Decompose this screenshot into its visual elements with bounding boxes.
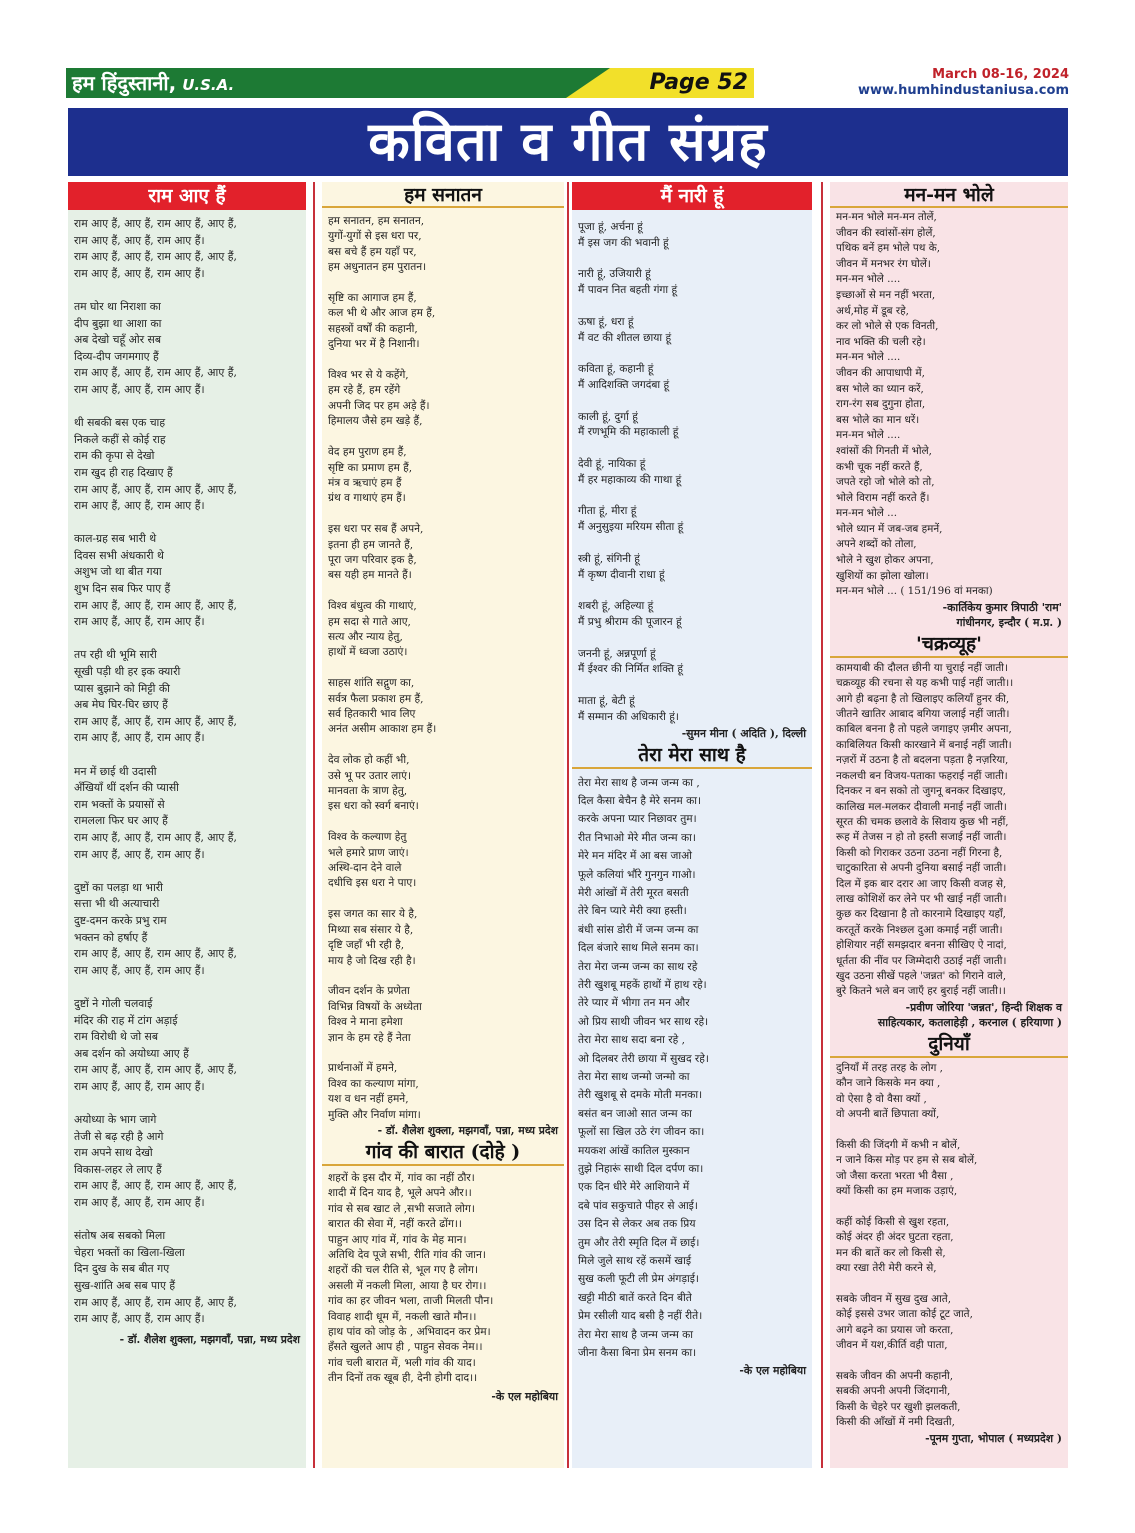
section-banner: कविता व गीत संग्रह [68,108,1068,176]
column-divider [821,182,823,1468]
poem-text: राम आए हैं, आए हैं, राम आए हैं, आए हैं, राम आए हैं, आए हैं, राम आए हैं। राम आए हैं, आए हैं, राम आए हैं, आए हैं, राम आए हैं, आए हैं, राम आए हैं। तम घोर था निराशा का दीप बुझा था आशा का अब देखो चहूँ ओर सब दिव्य-दीप जगमगाए हैं राम आए हैं, आए हैं, राम आए हैं, आए हैं, राम आए हैं, आए हैं, राम आए हैं। थी सबकी बस एक चाह निकले कहीं से कोई राह राम की कृपा से देखो राम खुद ही राह दिखाए हैं राम आए हैं, आए हैं, राम आए हैं, आए हैं, राम आए हैं, आए हैं, राम आए हैं। काल-ग्रह सब भारी थे दिवस सभी अंधकारी थे अशुभ जो था बीत गया शुभ दिन सब फिर पाए हैं राम आए हैं, आए हैं, राम आए हैं, आए हैं, राम आए हैं, आए हैं, राम आए हैं। तप रही थी भूमि सारी सूखी पड़ी थी हर इक क्यारी प्यास बुझाने को मिट्टी की अब मेघ घिर-घिर छाए हैं राम आए हैं, आए हैं, राम आए हैं, आए हैं, राम आए हैं, आए हैं, राम आए हैं। मन में छाई थी उदासी अँखियाँ थीं दर्शन की प्यासी राम भक्तों के प्रयासों से रामलला फिर घर आए हैं राम आए हैं, आए हैं, राम आए हैं, आए हैं, राम आए हैं, आए हैं, राम आए हैं। दुष्टों का पलड़ा था भारी सत्ता भी थी अत्याचारी दुष्ट-दमन करके प्रभु राम भक्तन को हर्षाए हैं राम आए हैं, आए हैं, राम आए हैं, आए हैं, राम आए हैं, आए हैं, राम आए हैं। दुष्टों ने गोली चलवाई मंदिर की राह में टांग अड़ाई राम विरोधी थे जो सब अब दर्शन को अयोध्या आए हैं राम आए हैं, आए हैं, राम आए हैं, आए हैं, राम आए हैं, आए हैं, राम आए हैं। अयोध्या के भाग जागे तेजी से बढ़ रही है आगे राम अपने साथ देखो विकास-लहर ले लाए हैं राम आए हैं, आए हैं, राम आए हैं, आए हैं, राम आए हैं, आए हैं, राम आए हैं। संतोष अब सबको मिला चेहरा भक्तों का खिला-खिला दिन दुख के सब बीत गए सुख-शांति अब सब पाए हैं राम आए हैं, आए हैं, राम आए हैं, आए हैं, राम आए हैं, आए हैं, राम आए हैं। [74,217,237,1326]
poem-title: गांव की बारात (दोहे ) [322,1140,564,1166]
poem-credit: -कार्तिकेय कुमार त्रिपाठी 'राम' गांधीनगर, इन्दौर ( म.प्र. ) [942,600,1062,629]
poem-column-ram-aaye-hain [68,182,306,1468]
masthead [66,68,1069,98]
brand-suffix: U.S.A. [182,76,235,94]
poem-text: कामयाबी की दौलत छीनी या चुराई नहीं जाती। चक्रव्यूह की रचना से यह कभी पाई नहीं जाती।। आगे ही बढ़ना है तो खिलाइए कलियाँ हुनर की, जीतने खातिर आबाद बगिया जलाई नहीं जाती। काबिल बनना है तो पहले जगाइए ज़मीर अपना, काबिलियत किसी कारखाने में बनाई नहीं जाती। नज़रों में उठना है तो बदलना पड़ता है नज़रिया, नकलची बन विजय-पताका फहराई नहीं जाती। दिनकर न बन सको तो जुगनू बनकर दिखाइए, कालिख मल-मलकर दीवाली मनाई नहीं जाती। सूरत की चमक छलावे के सिवाय कुछ भी नहीं, रूह में तेजस न हो तो हस्ती सजाई नहीं जाती। किसी को गिराकर उठना उठना नहीं गिरना है, चाटुकारिता से अपनी दुनिया बसाई नहीं जाती। दिल में इक बार दरार आ जाए किसी वजह से, लाख कोशिशें कर लेने पर भी खाई नहीं जाती। कुछ कर दिखाना है तो कारनामे दिखाइए यहाँ, करतूतें करके निश्छल दुआ कमाई नहीं जाती। होशियार नहीं समझदार बनना सीखिए ऐ नादां, धूर्तता की नींव पर जिम्मेदारी उठाई नहीं जाती। खुद उठना सीखें पहले 'जन्नत' को गिराने वाले, बुरे कितने भले बन जाएँ हर बुराई नहीं जाती।। [836,661,1014,998]
poem-credit: - डॉ. शैलेश शुक्ला, मझगवाँ, पन्ना, मध्य प्रदेश [119,1332,300,1346]
poem-title: मन-मन भोले [830,182,1068,208]
poem-text: मन-मन भोले मन-मन तोलें, जीवन की स्वांसों-संग होलें, पथिक बनें हम भोले पथ के, जीवन में मनभर रंग घोलें। मन-मन भोले .... इच्छाओं से मन नहीं भरता, अर्थ,मोह में डूब रहे, कर लो भोले से एक विनती, नाव भक्ति की चली रहे। मन-मन भोले .... जीवन की आपाधापी में, बस भोले का ध्यान करें, राग-रंग सब दुगुना होता, बस भोले का मान धरें। मन-मन भोले .... श्वांसों की गिनती में भोले, कभी चूक नहीं करते हैं, जपते रहो जो भोले को तो, भोले विराम नहीं करते हैं। मन-मन भोले ... भोले ध्यान में जब-जब हमनें, अपने शब्दों को तोला, भोले ने खुश होकर अपना, खुशियों का झोला खोला। मन-मन भोले ... ( 151/196 वां मनका) [836,211,993,598]
issue-date: March 08-16, 2024 [932,67,1069,82]
poem-credit: -के एल महोबिया [739,1363,806,1377]
poem-credit: -सुमन मीना ( अदिति ), दिल्ली [681,726,806,740]
brand-name [66,68,566,98]
masthead-divider [566,68,610,98]
poem-title: दुनियाँ [830,1032,1068,1058]
poem-title: हम सनातन [322,182,564,208]
poem-credit: - डॉ. शैलेश शुक्ला, मझगवाँ, पन्ना, मध्य प्रदेश [377,1123,558,1137]
poem-title: मैं नारी हूं [572,182,812,210]
poem-credit: -पूनम गुप्ता, भोपाल ( मध्यप्रदेश ) [925,1431,1062,1445]
poem-text: हम सनातन, हम सनातन, युगों-युगों से इस धरा पर, बस बचे हैं हम यहाँ पर, हम अधुनातन हम पुरातन। सृष्टि का आगाज हम हैं, कल भी थे और आज हम हैं, सहस्त्रों वर्षों की कहानी, दुनिया भर में है निशानी। विश्व भर से ये कहेंगे, हम रहे हैं, हम रहेंगे अपनी जिद पर हम अड़े हैं। हिमालय जैसे हम खड़े हैं, वेद हम पुराण हम हैं, सृष्टि का प्रमाण हम हैं, मंत्र व ऋचाएं हम हैं ग्रंथ व गाथाएं हम हैं। इस धरा पर सब हैं अपने, इतना ही हम जानते हैं, पूरा जग परिवार इक है, बस यही हम मानते हैं। विश्व बंधुत्व की गाथाएं, हम सदा से गाते आए, सत्य और न्याय हेतु, हाथों में ध्वजा उठाएं। साहस शांति सद्गुण का, सर्वत्र फैला प्रकाश हम हैं, सर्व हितकारी भाव लिए अनंत असीम आकाश हम हैं। देव लोक हो कहीं भी, उसे भू पर उतार लाएं। मानवता के त्राण हेतु, इस धरा को स्वर्ग बनाएं। विश्व के कल्याण हेतु भले हमारे प्राण जाएं। अस्थि-दान देने वाले दधीचि इस धरा ने पाए। इस जगत का सार ये है, मिथ्या सब संसार ये है, दृष्टि जहाँ भी रही है, माय है जो दिख रही है। जीवन दर्शन के प्रणेता विभिन्न विषयों के अध्येता विश्व ने माना हमेशा ज्ञान के हम रहे हैं नेता प्रार्थनाओं में हमने, विश्व का कल्याण मांगा, यश व धन नहीं हमने, मुक्ति और निर्वाण मांगा। [328,215,437,1121]
column-divider [567,182,569,1468]
poem-title: राम आए हैं [68,182,306,210]
poem-column-hum-sanatan [322,182,564,1468]
brand-title: हम हिंदुस्तानी, [72,71,177,95]
poem-title: 'चक्रव्यूह' [830,632,1068,658]
poem-credit: -प्रवीण जोरिया 'जन्नत', हिन्दी शिक्षक व साहित्यकार, कतलाहेड़ी , करनाल ( हरियाणा ) [877,1000,1062,1029]
poem-column-man-man-bhole [830,182,1068,1468]
poem-text: दुनियाँ में तरह तरह के लोग , कौन जाने किसके मन क्या , वो ऐसा है वो वैसा क्यों , वो अपनी बातें छिपाता क्यों, किसी की जिंदगी में कभी न बोलें, न जाने किस मोड़ पर हम से सब बोलें, जो जैसा करता भरता भी वैसा , क्यों किसी का हम मजाक उड़ाएं, कहीं कोई किसी से खुश रहता, कोई अंदर ही अंदर घुटता रहता, मन की बातें कर लो किसी से, क्या रखा तेरी मेरी करने से, सबके जीवन में सुख दुख आते, कोई इससे उभर जाता कोई टूट जाते, आगे बढ़ने का प्रयास जो करता, जीवन में यश,कीर्ति वही पाता, सबके जीवन की अपनी कहानी, सबकी अपनी अपनी जिंदगानी, किसी के चेहरे पर खुशी झलकती, किसी की आँखों में नमी दिखती, [836,1061,978,1429]
poem-text: शहरों के इस दौर में, गांव का नहीं ठौर। शादी में दिन याद है, भूले अपने और।। गांव से सब खाट ले ,सभी सजाते लोग। बारात की सेवा में, नहीं करते ढोंग।। पाहुन आए गांव में, गांव के मेह मान। अतिथि देव पूजे सभी, रीति गांव की जान। शहरों की चल रीति से, भूल गए है लोग। असली में नकली मिला, आया है घर रोग।। गांव का हर जीवन भला, ताजी मिलती पौन। विवाह शादी धूम में, नकली खाते मौन।। हाथ पांव को जोड़ के , अभिवादन कर प्रेम। हँसते खुलते आप ही , पाहुन सेवक नेम।। गांव चली बारात में, भली गांव की याद। तीन दिनों तक खूब ही, देनी होगी दाद।। [328,1171,494,1385]
poem-text: तेरा मेरा साथ है जन्म जन्म का , दिल कैसा बेचैन है मेरे सनम का। करके अपना प्यार निछावर तुम। रीत निभाओ मेरे मीत जन्म का। मेरे मन मंदिर में आ बस जाओ फूले कलियां भौंरे गुनगुन गाओ। मेरी आंखों में तेरी मूरत बसती तेरे बिन प्यारे मेरी क्या हस्ती। बंधी सांस डोरी में जन्म जन्म का दिल बंजारे साथ मिले सनम का। तेरा मेरा जन्म जन्म का साथ रहे तेरी खुशबू महकें हाथों में हाथ रहे। तेरे प्यार में भीगा तन मन और ओ प्रिय साथी जीवन भर साथ रहे। तेरा मेरा साथ सदा बना रहे , ओ दिलबर तेरी छाया में सुखद रहे। तेरा मेरा साथ जन्मो जन्मो का तेरी खुशबू से दमके मोती मनका। बसंत बन जाओ सात जन्म का फूलों सा खिल उठे रंग जीवन का। मयकश आंखें कातिल मुस्कान तुझे निहारूं साथी दिल दर्पण का। एक दिन धीरे मेरे आशियाने में दबे पांव सकुचाते पीहर से आई। उस दिन से लेकर अब तक प्रिय तुम और तेरी स्मृति दिल में छाई। मिले जुले साथ रहें कसमें खाई सुख कली फूटी ली प्रेम अंगड़ाई। खट्टी मीठी बातें करते दिन बीते प्रेम रसीली याद बसी है नहीं रीते। तेरा मेरा साथ है जन्म जन्म का जीना कैसा बिना प्रेम सनम का। [578,776,709,1360]
poem-title: तेरा मेरा साथ है [572,743,812,769]
poem-text: पूजा हूं, अर्चना हूं मैं इस जग की भवानी हूं नारी हूं, उजियारी हूं मैं पावन नित बहती गंगा हूं ऊषा हूं, धरा हूं मैं वट की शीतल छाया हूं कविता हूं, कहानी हूं मैं आदिशक्ति जगदंबा हूं काली हूं, दुर्गा हूं मैं रणभूमि की महाकाली हूं देवी हूं, नायिका हूं मैं हर महाकाव्य की गाथा हूं गीता हूं, मीरा हूं मैं अनुसुइया मरियम सीता हूं स्त्री हूं, संगिनी हूं मैं कृष्ण दीवानी राधा हूं शबरी हूं, अहिल्या हूं मैं प्रभु श्रीराम की पूजारन हूं जननी हूं, अन्नपूर्णा हूं मैं ईश्वर की निर्मित शक्ति हूं माता हूं, बेटी हूं मैं सम्मान की अधिकारी हूं। [578,221,684,723]
poem-column-main-nari-hoon [572,182,812,1468]
dateline [858,66,1069,99]
column-divider [313,182,315,1468]
website-link[interactable]: www.humhindustaniusa.com [857,83,1069,98]
poem-credit: -के एल महोबिया [491,1389,558,1403]
page-number: Page 52 [610,68,754,98]
